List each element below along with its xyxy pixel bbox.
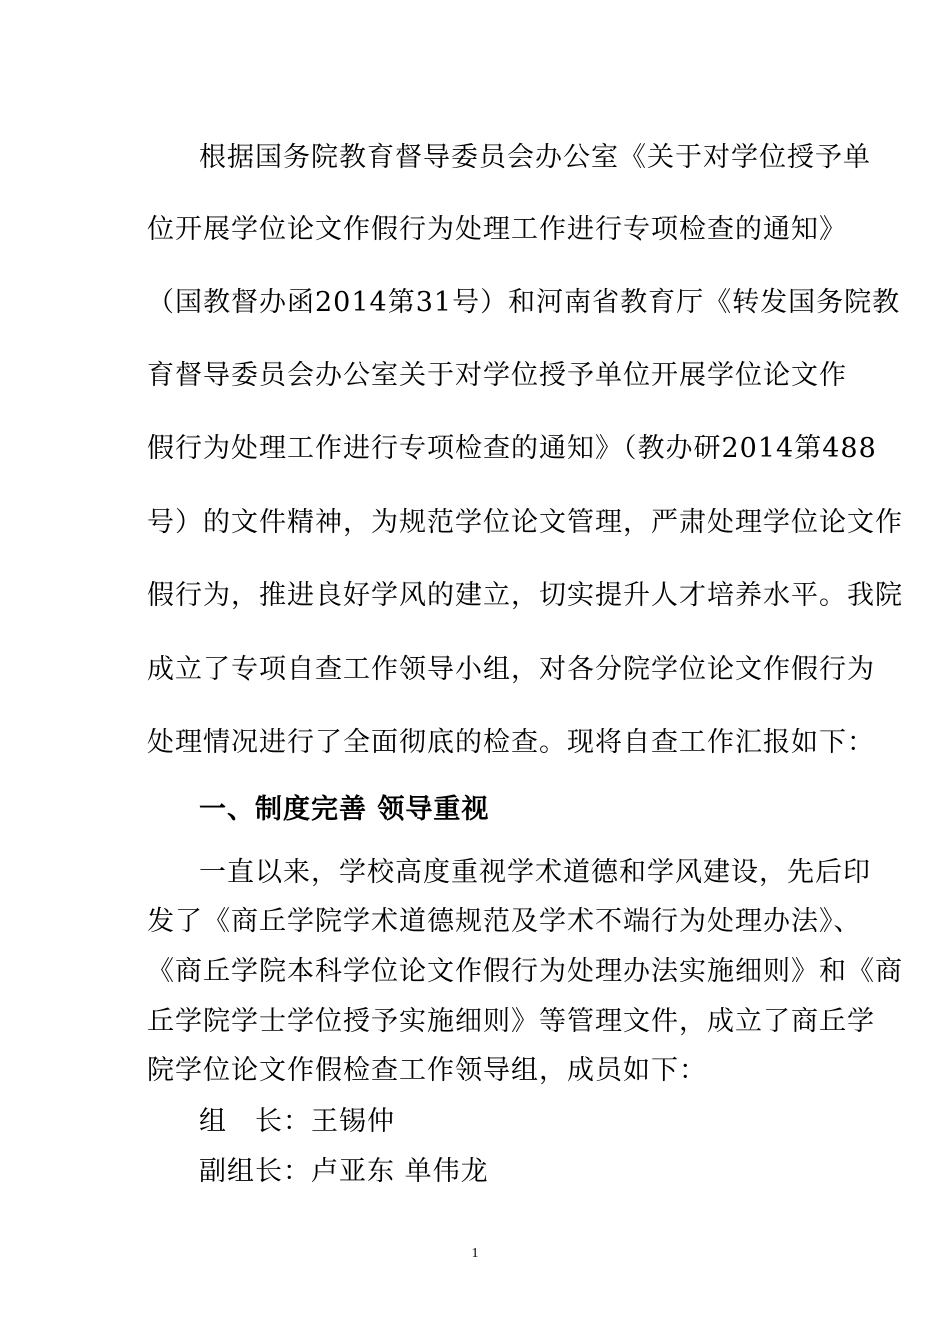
paragraph-line: 假行为，推进良好学风的建立，切实提升人才培养水平。我院 [147, 580, 903, 611]
paragraph-line: 一直以来，学校高度重视学术道德和学风建设，先后印 [199, 857, 871, 888]
section-heading: 一、制度完善 领导重视 [199, 794, 490, 825]
paragraph-line: （国教督办函2014第31号）和河南省教育厅《转发国务院教 [147, 287, 901, 318]
vice-leader-line: 副组长：卢亚东 单伟龙 [199, 1156, 489, 1187]
paragraph-line: 根据国务院教育督导委员会办公室《关于对学位授予单 [199, 142, 871, 173]
paragraph-line: 丘学院学士学位授予实施细则》等管理文件，成立了商丘学 [147, 1006, 875, 1037]
paragraph-line: 成立了专项自查工作领导小组，对各分院学位论文作假行为 [147, 654, 875, 685]
leader-line: 组 长：王锡仲 [199, 1106, 395, 1137]
paragraph-line: 位开展学位论文作假行为处理工作进行专项检查的通知》 [147, 214, 847, 245]
paragraph-line: 处理情况进行了全面彻底的检查。现将自查工作汇报如下： [147, 727, 875, 758]
paragraph-line: 假行为处理工作进行专项检查的通知》（教办研2014第488 [147, 433, 877, 464]
paragraph-line: 育督导委员会办公室关于对学位授予单位开展学位论文作 [147, 360, 847, 391]
page-number: 1 [471, 1246, 479, 1261]
paragraph-line: 院学位论文作假检查工作领导组，成员如下： [147, 1055, 707, 1086]
paragraph-line: 《商丘学院本科学位论文作假行为处理办法实施细则》和《商 [147, 956, 903, 987]
paragraph-line: 号）的文件精神，为规范学位论文管理，严肃处理学位论文作 [147, 507, 903, 538]
paragraph-line: 发了《商丘学院学术道德规范及学术不端行为处理办法》、 [147, 906, 862, 937]
